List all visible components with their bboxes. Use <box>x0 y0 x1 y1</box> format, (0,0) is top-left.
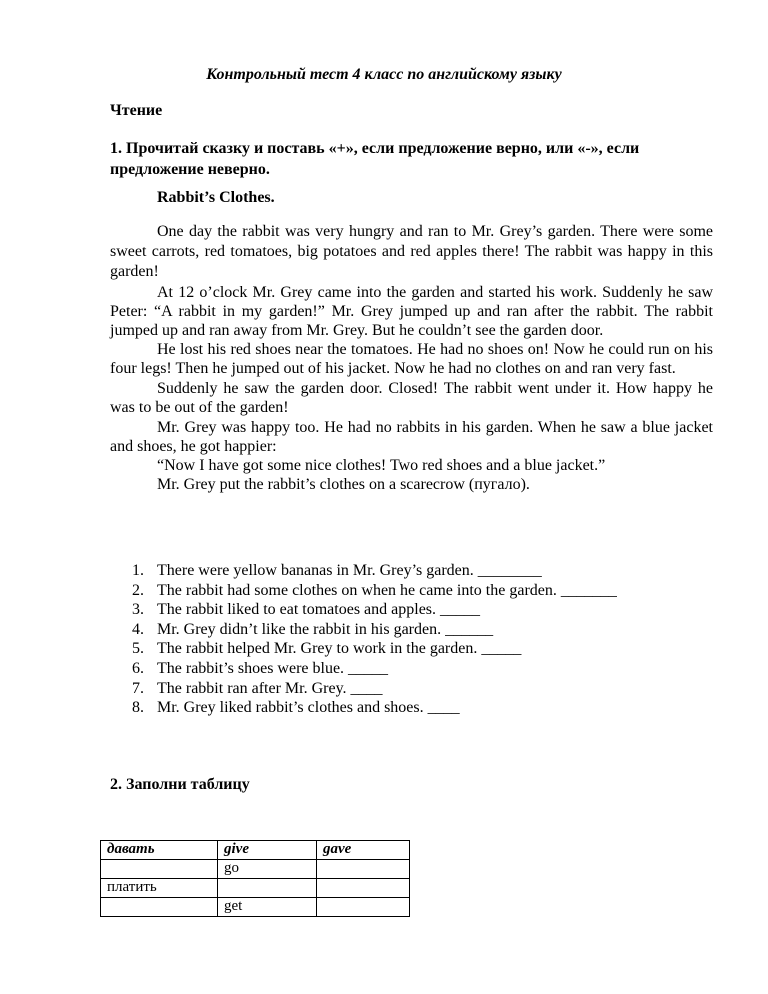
task2-heading: 2. Заполни таблицу <box>110 776 250 793</box>
story-paragraph: He lost his red shoes near the tomatoes. He had no shoes on! Now he could run on his four legs! Then he jumped out of his jacket. Now he had no clothes on and ran very fast. <box>110 341 713 377</box>
table-row <box>101 860 410 879</box>
table-cell[interactable] <box>101 860 218 879</box>
question-number: 4. <box>132 620 144 638</box>
table-cell[interactable] <box>101 898 218 917</box>
story-title: Rabbit’s Clothes. <box>157 189 275 206</box>
question-text: The rabbit liked to eat tomatoes and apples. _____ <box>157 601 481 619</box>
story-paragraph: At 12 o’clock Mr. Grey came into the garden and started his work. Suddenly he saw Peter: “A rabbit in my garden!” Mr. Grey jumped up and ran after the rabbit. The rabbit jumped up and ran away from Mr. Grey. But he couldn’t see the garden door. <box>110 284 713 339</box>
table-cell[interactable] <box>317 879 410 898</box>
question-text: The rabbit had some clothes on when he came into the garden. _______ <box>157 581 617 599</box>
question-number: 7. <box>132 679 144 697</box>
reading-heading: Чтение <box>110 102 163 119</box>
table-row <box>101 898 410 917</box>
test-title: Контрольный тест 4 класс по английскому языку <box>206 66 562 83</box>
question-number: 5. <box>132 640 144 658</box>
question-item <box>110 600 617 620</box>
table-cell[interactable] <box>218 879 317 898</box>
table-header-cell: give <box>218 841 317 860</box>
story-paragraph: Mr. Grey was happy too. He had no rabbits in his garden. When he saw a blue jacket and shoes, he got happier: <box>110 419 713 455</box>
question-number: 3. <box>132 601 144 619</box>
table-header-cell: gave <box>317 841 410 860</box>
story-paragraph: Mr. Grey put the rabbit’s clothes on a scarecrow (пугало). <box>157 476 530 493</box>
story-paragraph: One day the rabbit was very hungry and ran to Mr. Grey’s garden. There were some sweet carrots, red tomatoes, big potatoes and red apples there! The rabbit was happy in this garden! <box>110 223 713 280</box>
question-number: 8. <box>132 699 144 717</box>
table-header-cell: давать <box>101 841 218 860</box>
table-cell: go <box>218 860 317 879</box>
table-cell: платить <box>101 879 218 898</box>
question-item <box>110 581 617 601</box>
question-text: There were yellow bananas in Mr. Grey’s garden. ________ <box>157 562 542 579</box>
question-item <box>110 620 617 640</box>
question-item <box>110 679 617 699</box>
question-number: 2. <box>132 581 144 599</box>
table-header-row <box>101 841 410 860</box>
question-text: The rabbit’s shoes were blue. _____ <box>157 659 389 677</box>
verb-table <box>100 840 410 917</box>
task1-instruction: 1. Прочитай сказку и поставь «+», если предложение верно, или «-», если предложение неверно. <box>110 140 640 178</box>
question-item <box>110 561 617 581</box>
question-item <box>110 639 617 659</box>
question-text: The rabbit helped Mr. Grey to work in the garden. _____ <box>157 640 522 658</box>
story-paragraph: Suddenly he saw the garden door. Closed! The rabbit went under it. How happy he was to be out of the garden! <box>110 380 713 416</box>
table-cell: get <box>218 898 317 917</box>
table-row <box>101 879 410 898</box>
question-item <box>110 659 617 679</box>
question-text: Mr. Grey liked rabbit’s clothes and shoes. ____ <box>157 699 460 717</box>
table-cell[interactable] <box>317 898 410 917</box>
question-text: Mr. Grey didn’t like the rabbit in his garden. ______ <box>157 620 494 638</box>
question-number: 6. <box>132 659 144 677</box>
question-list <box>110 561 617 718</box>
story-text <box>110 222 713 494</box>
question-text: The rabbit ran after Mr. Grey. ____ <box>157 679 383 697</box>
table-cell[interactable] <box>317 860 410 879</box>
story-paragraph: “Now I have got some nice clothes! Two red shoes and a blue jacket.” <box>157 457 606 474</box>
question-number: 1. <box>132 562 144 579</box>
question-item <box>110 698 617 718</box>
